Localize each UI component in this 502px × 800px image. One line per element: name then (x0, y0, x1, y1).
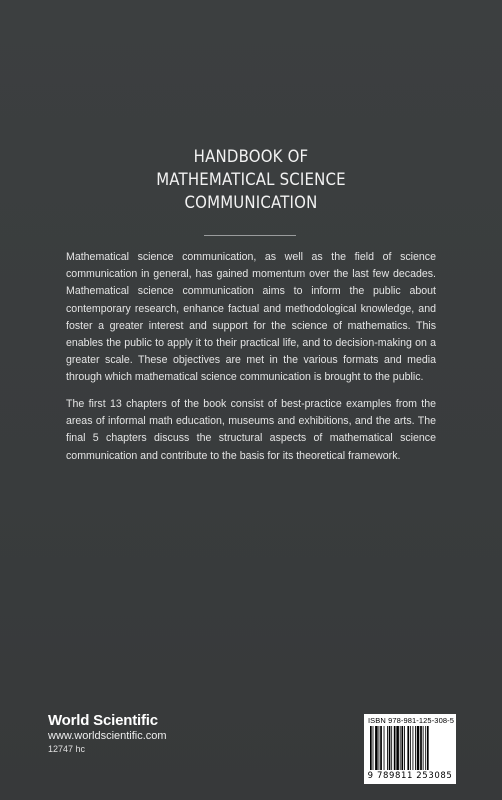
book-title (30, 146, 472, 215)
title-divider (204, 235, 296, 236)
barcode-number: 9 789811 253085 (367, 771, 453, 781)
title-line-3: COMMUNICATION (184, 193, 318, 213)
publisher-code: 12747 hc (48, 744, 86, 754)
publisher-url: www.worldscientific.com (48, 730, 167, 742)
publisher-block (48, 712, 167, 756)
title-line-2: MATHEMATICAL SCIENCE (156, 170, 346, 190)
blurb-paragraph-1: Mathematical science communication, as well as the field of science communication in general, has gained momentum over the last few decades. Mathematical science communication aims to inform the public about contemporary research, enhance factual and methodological knowledge, and foster a greater interest and support for the science of mathematics. This enables the public to apply it to their practical life, and to decision-making on a greater scale. These objectives are met in the various formats and media through which mathematical science communication is brought to the public. (66, 251, 436, 384)
isbn-barcode (364, 714, 456, 784)
title-line-1: HANDBOOK OF (193, 147, 309, 167)
publisher-name: World Scientific (48, 712, 158, 729)
barcode-bars-icon (370, 726, 452, 770)
blurb-paragraph-2: The first 13 chapters of the book consist of best-practice examples from the areas of informal math education, museums and exhibitions, and the arts. The final 5 chapters discuss the structural aspects of mathematical science communication and contribute to the basis for its theoretical framework. (66, 398, 436, 462)
isbn-label: ISBN 978-981-125-308-5 (367, 716, 454, 725)
